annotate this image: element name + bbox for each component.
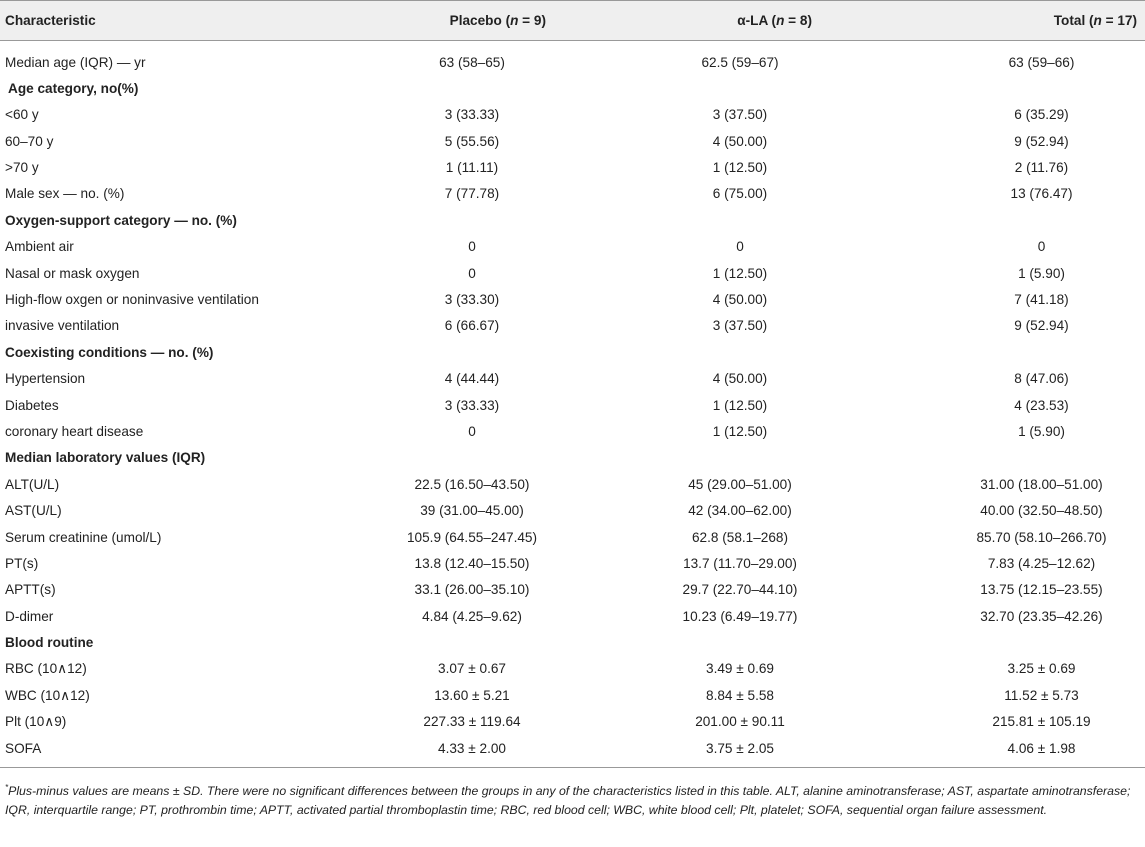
placebo-value: 63 (58–65) <box>439 55 505 71</box>
placebo-value: 0 <box>468 239 476 255</box>
table-row <box>0 498 1145 524</box>
total-value: 1 (5.90) <box>1018 265 1065 281</box>
total-value: 31.00 (18.00–51.00) <box>980 476 1103 492</box>
row-label: Median age (IQR) — yr <box>5 55 146 71</box>
total-value <box>874 207 1145 233</box>
placebo-value: 3 (33.33) <box>444 397 500 413</box>
total-value: 9 (52.94) <box>1014 318 1069 334</box>
placebo-value: 4.33 ± 2.00 <box>338 735 606 767</box>
row-label: Hypertension <box>5 371 86 387</box>
row-label: D-dimer <box>5 608 54 624</box>
placebo-value <box>338 339 606 365</box>
alpha-la-value: 1 (12.50) <box>712 423 768 439</box>
alpha-la-value: 1 (12.50) <box>712 397 768 413</box>
alpha-la-value: 10.23 (6.49–19.77) <box>682 608 798 624</box>
total-value: 32.70 (23.35–42.26) <box>980 608 1103 624</box>
table-row <box>0 128 1145 154</box>
table-row <box>0 735 1145 767</box>
header-row <box>0 1 1145 41</box>
alpha-la-value: 1 (12.50) <box>712 265 768 281</box>
column-header-placebo: Placebo (n = 9) <box>338 1 606 41</box>
alpha-la-value: 4 (50.00) <box>712 371 768 387</box>
total-value: 215.81 ± 105.19 <box>992 714 1091 730</box>
placebo-value: 4 (44.44) <box>444 371 500 387</box>
total-value <box>874 339 1145 365</box>
total-value: 63 (59–66) <box>1008 55 1075 71</box>
row-label: Male sex — no. (%) <box>5 186 125 202</box>
placebo-value: 13.8 (12.40–15.50) <box>414 555 530 571</box>
section-header-row <box>0 630 1145 656</box>
total-value: 0 <box>1037 239 1046 255</box>
total-value: 13.75 (12.15–23.55) <box>980 582 1103 598</box>
table-row <box>0 551 1145 577</box>
section-label: Age category, no(%) <box>8 80 139 96</box>
placebo-value: 3 (33.33) <box>444 107 500 123</box>
placebo-value: 1 (11.11) <box>445 160 499 176</box>
placebo-value: 0 <box>468 265 476 281</box>
column-header-characteristic: Characteristic <box>0 1 338 41</box>
section-header-row <box>0 207 1145 233</box>
row-label: Nasal or mask oxygen <box>5 265 140 281</box>
row-label: ALT(U/L) <box>5 476 60 492</box>
section-label: Oxygen-support category — no. (%) <box>5 212 237 228</box>
total-value: 40.00 (32.50–48.50) <box>980 503 1103 519</box>
table-row <box>0 524 1145 550</box>
total-value <box>874 445 1145 471</box>
row-label: PT(s) <box>5 555 39 571</box>
placebo-value: 5 (55.56) <box>444 133 500 149</box>
table-row <box>0 577 1145 603</box>
section-header-row <box>0 76 1145 102</box>
table-row <box>0 234 1145 260</box>
placebo-value: 7 (77.78) <box>444 186 500 202</box>
alpha-la-value: 13.7 (11.70–29.00) <box>683 555 797 571</box>
placebo-value: 227.33 ± 119.64 <box>423 714 521 730</box>
footnote-text: Plus-minus values are means ± SD. There were no significant differences between the groups in any of the characteristics listed in this table. ALT, alanine aminotransferase; AST, aspartate aminotransferase; IQR, interquartile range; PT, prothrombin time; APTT, activated partial thromboplastin time; RBC, red blood cell; WBC, white blood cell; Plt, platelet; SOFA, sequential organ failure assessment. <box>5 784 1131 817</box>
placebo-value <box>338 445 606 471</box>
alpha-la-value: 45 (29.00–51.00) <box>688 476 792 492</box>
placebo-value <box>338 76 606 102</box>
placebo-value: 39 (31.00–45.00) <box>420 503 524 519</box>
alpha-la-value: 1 (12.50) <box>712 160 768 176</box>
alpha-la-value: 8.84 ± 5.58 <box>706 687 774 703</box>
placebo-value: 105.9 (64.55–247.45) <box>406 529 537 545</box>
alpha-la-value <box>606 207 874 233</box>
total-value <box>874 76 1145 102</box>
total-value: 8 (47.06) <box>1014 371 1069 387</box>
alpha-la-value: 4 (50.00) <box>712 133 768 149</box>
section-header-row <box>0 339 1145 365</box>
total-value: 13 (76.47) <box>1010 186 1073 202</box>
row-label: Serum creatinine (umol/L) <box>5 529 162 545</box>
table-row <box>0 603 1145 629</box>
table-body <box>0 41 1145 768</box>
total-value: 2 (11.76) <box>1014 160 1069 176</box>
section-label: Coexisting conditions — no. (%) <box>5 344 214 360</box>
total-value: 7.83 (4.25–12.62) <box>987 555 1096 571</box>
total-value: 3.25 ± 0.69 <box>1007 661 1076 677</box>
alpha-la-value: 0 <box>736 239 744 255</box>
table-row <box>0 41 1145 76</box>
row-label: High-flow oxgen or noninvasive ventilation <box>5 292 259 308</box>
placebo-value: 13.60 ± 5.21 <box>434 687 510 703</box>
table-row <box>0 260 1145 286</box>
row-label: AST(U/L) <box>5 503 62 519</box>
table-row <box>0 102 1145 128</box>
placebo-value <box>338 207 606 233</box>
placebo-value: 22.5 (16.50–43.50) <box>414 476 530 492</box>
placebo-value: 3.07 ± 0.67 <box>438 661 506 677</box>
table-row <box>0 682 1145 708</box>
placebo-value: 33.1 (26.00–35.10) <box>414 582 530 598</box>
section-header-row <box>0 445 1145 471</box>
row-label: SOFA <box>0 735 338 767</box>
row-label: WBC (10∧12) <box>5 687 90 703</box>
total-value: 6 (35.29) <box>1014 107 1069 123</box>
alpha-la-value: 3 (37.50) <box>712 318 768 334</box>
placebo-value <box>338 630 606 656</box>
column-header-total: Total (n = 17) <box>874 1 1145 41</box>
placebo-value: 4.84 (4.25–9.62) <box>422 608 522 624</box>
table-row <box>0 471 1145 497</box>
total-value: 85.70 (58.10–266.70) <box>976 529 1107 545</box>
total-value: 11.52 ± 5.73 <box>1004 687 1079 703</box>
column-header-alpha-la: α-LA (n = 8) <box>606 1 874 41</box>
alpha-la-value <box>606 76 874 102</box>
alpha-la-value: 201.00 ± 90.11 <box>695 714 785 730</box>
table-row <box>0 181 1145 207</box>
row-label: RBC (10∧12) <box>5 661 87 677</box>
placebo-value: 0 <box>468 423 476 439</box>
table-row <box>0 392 1145 418</box>
alpha-la-value <box>606 339 874 365</box>
table-row <box>0 155 1145 181</box>
table-row <box>0 419 1145 445</box>
row-label: coronary heart disease <box>5 423 144 439</box>
total-value: 9 (52.94) <box>1014 133 1069 149</box>
section-label: Median laboratory values (IQR) <box>5 450 206 466</box>
total-value: 1 (5.90) <box>1018 423 1065 439</box>
row-label: invasive ventilation <box>5 318 120 334</box>
table-row <box>0 287 1145 313</box>
footnote-marker: * <box>5 782 9 792</box>
alpha-la-value <box>606 630 874 656</box>
placebo-value: 3 (33.30) <box>444 292 500 308</box>
row-label: Plt (10∧9) <box>5 714 67 730</box>
row-label: <60 y <box>5 107 39 123</box>
alpha-la-value: 62.8 (58.1–268) <box>692 529 788 545</box>
total-value: 4 (23.53) <box>1014 397 1069 413</box>
alpha-la-value: 29.7 (22.70–44.10) <box>682 582 798 598</box>
table-row <box>0 366 1145 392</box>
row-label: APTT(s) <box>5 582 56 598</box>
alpha-la-value: 62.5 (59–67) <box>701 55 779 71</box>
table-footnote <box>5 782 1137 820</box>
total-value <box>874 630 1145 656</box>
row-label: Ambient air <box>5 239 74 255</box>
total-value: 4.06 ± 1.98 <box>874 735 1145 767</box>
alpha-la-value: 3.75 ± 2.05 <box>606 735 874 767</box>
table-row <box>0 709 1145 735</box>
placebo-value: 6 (66.67) <box>444 318 500 334</box>
section-label: Blood routine <box>5 635 94 651</box>
table-header <box>0 1 1145 41</box>
alpha-la-value: 6 (75.00) <box>712 186 768 202</box>
row-label: Diabetes <box>5 397 59 413</box>
alpha-la-value: 3 (37.50) <box>712 107 768 123</box>
row-label: 60–70 y <box>5 133 54 149</box>
table-row <box>0 656 1145 682</box>
alpha-la-value: 3.49 ± 0.69 <box>706 661 774 677</box>
table-row <box>0 313 1145 339</box>
row-label: >70 y <box>5 160 39 176</box>
alpha-la-value <box>606 445 874 471</box>
total-value: 7 (41.18) <box>1014 292 1069 308</box>
alpha-la-value: 4 (50.00) <box>712 292 768 308</box>
alpha-la-value: 42 (34.00–62.00) <box>688 503 792 519</box>
